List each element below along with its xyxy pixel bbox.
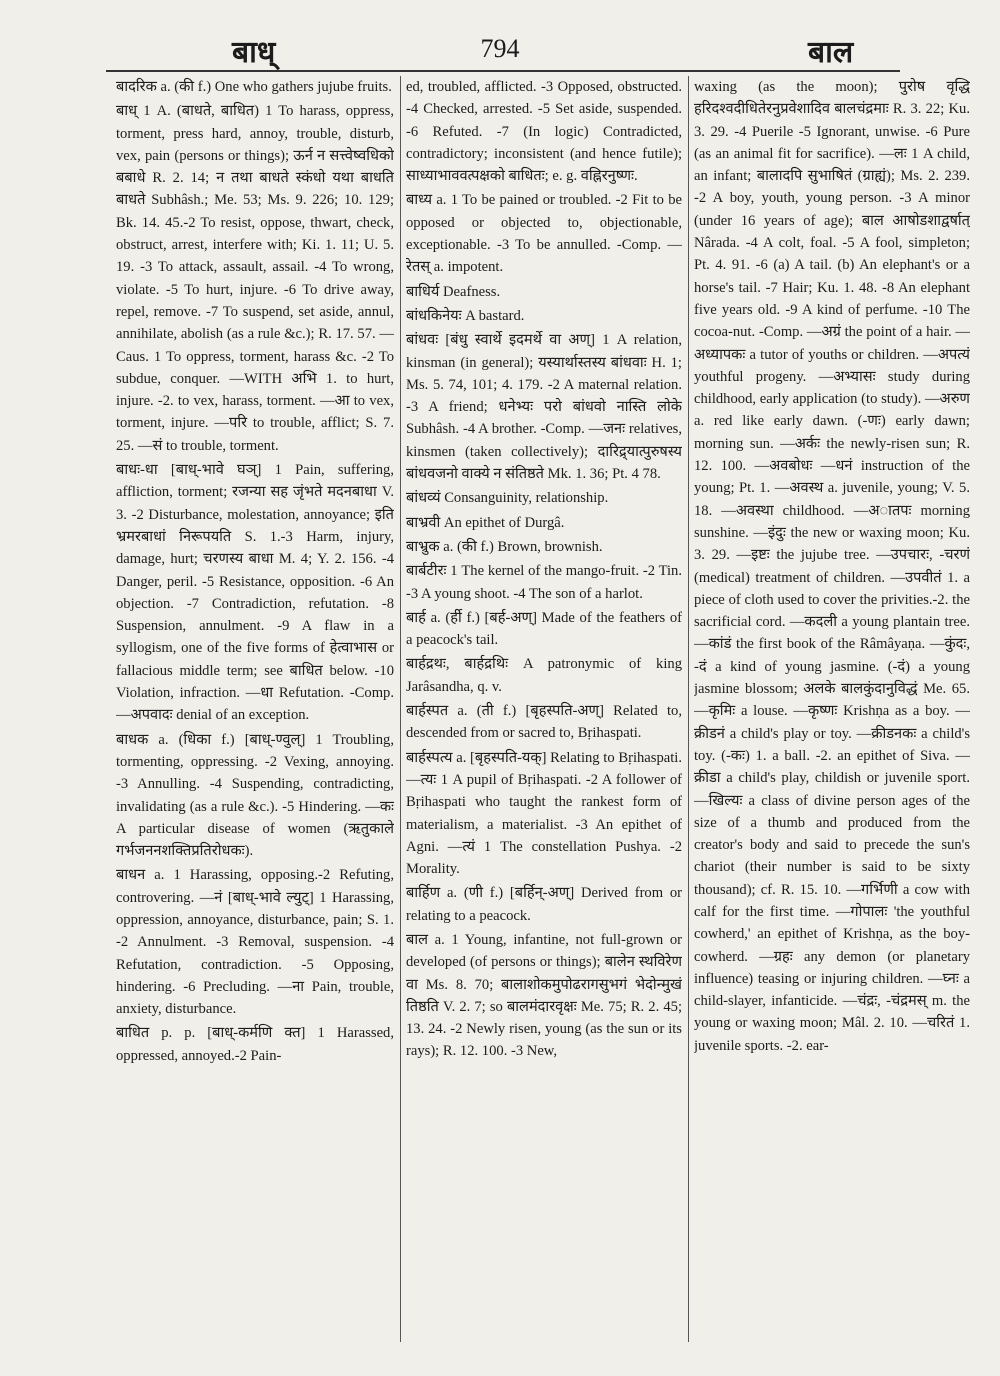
dictionary-entry: बाभ्रुक a. (की f.) Brown, brownish. (406, 538, 603, 555)
column-1 (116, 76, 394, 1342)
column-divider (400, 76, 401, 1342)
dictionary-entry: बांधव्यं Consanguinity, relationship. (406, 490, 609, 507)
dictionary-entry: बाधन a. 1 Harassing, opposing.-2 Refuting, controvering. —नं [बाध्-भावे ल्युट्] 1 Harassing, oppression, annoyance, disturbance, pain; S. 1. -2 Annulment. -3 Removal, suspension. -4 Refutation, contradiction. -5 Opposing, hindering. -6 Precluding. —ना Pain, trouble, anxiety, disturbance. (116, 867, 394, 1018)
dictionary-entry: बार्हस्पत a. (ती f.) [बृहस्पति-अण्] Related to, descended from or sacred to, Bṛihaspati. (406, 703, 682, 742)
dictionary-entry: बार्हस्पत्य a. [बृहस्पति-यक्] Relating to Bṛihaspati. —त्यः 1 A pupil of Bṛihaspati. -2 A follower of Bṛihaspati who taught the rankest form of materialism, a materialist. -3 An epithet of Agni. —त्यं 1 The constellation Pushya. -2 Morality. (406, 749, 682, 878)
dictionary-entry: बार्बटीरः 1 The kernel of the mango-fruit. -2 Tin. -3 A young shoot. -4 The son of a harlot. (406, 563, 682, 602)
header-rule (106, 70, 900, 72)
dictionary-entry: बांधवः [बंधु स्वार्थे इदमर्थे वा अण्] 1 A relation, kinsman (in general); यस्यार्थास्तस्य बांधवाः H. 1; Ms. 5. 74, 101; 4. 179. -2 A maternal relation. -3 A friend; धनेभ्यः परो बांधवो नास्ति लोके Subhâsh. -4 A brother. -Comp. —जनः relatives, kinsmen (taken collectively); दारिद्र्यात्पुरुषस्य बांधवजनो वाक्ये न संतिष्ठते Mk. 1. 36; Pt. 4 78. (406, 332, 682, 483)
dictionary-entry: बार्हद्रथः, बार्हद्रथिः A patronymic of king Jarâsandha, q. v. (406, 656, 682, 695)
column-3 (694, 76, 970, 1342)
right-running-headword: बाल (808, 35, 854, 70)
dictionary-entry: बाधः-धा [बाध्-भावे घञ्] 1 Pain, suffering, affliction, torment; रजन्या सह जृंभते मदनबाधा V. 3. -2 Disturbance, molestation, annoyance; इति भ्रमरबाधां निरूपयति S. 1.-3 Harm, injury, damage, hurt; चरणस्य बाधा M. 4; Y. 2. 156. -4 Danger, peril. -5 Resistance, opposition. -6 An objection. -7 Contradiction, refutation. -8 Suspension, annulment. -9 A flaw in a syllogism, one of the five forms of हेत्वाभास or fallacious middle term; see बाधित below. -10 Violation, infraction. —धा Refutation. -Comp. —अपवादः denial of an exception. (116, 462, 394, 724)
dictionary-entry: बाध् 1 A. (बाधते, बाधित) 1 To harass, oppress, torment, press hard, annoy, trouble, disturb, vex, pain (persons or things); ऊर्न न सत्त्वेष्वधिको बबाधे R. 2. 14; न तथा बाधते स्कंधो यथा बाधति बाधते Subhâsh.; Me. 53; Ms. 9. 226; 10. 129; Bk. 14. 45.-2 To resist, oppose, thwart, check, obstruct, arrest, interfere with; Ki. 1. 11; U. 5. 19. -3 To attack, assault, assail. -4 To wrong, violate. -5 To hurt, injure. -6 To drive away, repel, remove. -7 To suspend, set aside, annul, annihilate, abolish (as a rule &c.); R. 17. 57. —Caus. 1 To oppress, torment, harass &c. -2 To subdue, conquer. —WITH अभि 1. to hurt, injure. -2. to vex, harass, torment. —आ to vex, torment, injure. —परि to trouble, afflict; S. 7. 25. —सं to trouble, torment. (116, 103, 394, 454)
dictionary-entry: बांधकिनेयः A bastard. (406, 307, 525, 324)
dictionary-entry: ed, troubled, afflicted. -3 Opposed, obstructed. -4 Checked, arrested. -5 Set aside, suspended. -6 Refuted. -7 (In logic) Contradicted, contradictory; inconsistent (and hence futile); साध्याभाववत्पक्षको बाधितः; e. g. वह्निरनुष्णः. (406, 79, 682, 185)
dictionary-entry: बाधक a. (धिका f.) [बाध्-ण्वुल्] 1 Troubling, tormenting, oppressing. -2 Vexing, annoying. -3 Annulling. -4 Suspending, contradicting, invalidating (as a rule &c.). -5 Hindering. —कः A particular disease of women (ऋतुकाले गर्भजननशक्तिप्रतिरोधकः). (116, 731, 394, 860)
column-divider (688, 76, 689, 1342)
dictionary-entry: बाधिर्य Deafness. (406, 283, 501, 300)
left-running-headword: बाध् (232, 35, 276, 70)
dictionary-entry: बार्ह a. (र्ही f.) [बर्ह-अण्] Made of the feathers of a peacock's tail. (406, 609, 682, 649)
dictionary-entry: बाल a. 1 Young, infantine, not full-grown or developed (of persons or things); बालेन स्थविरेण वा Ms. 8. 70; बालाशोकमुपोढरागसुभगं भेदोन्मुखं तिष्ठति V. 2. 7; so बालमंदारवृक्षः Me. 75; R. 2. 45; 13. 24. -2 Newly risen, young (as the sun or its rays); R. 12. 100. -3 New, (406, 931, 682, 1060)
dictionary-entry: बाधित p. p. [बाध्-कर्मणि क्त] 1 Harassed, oppressed, annoyed.-2 Pain- (116, 1025, 394, 1064)
page-number: 794 (480, 34, 520, 63)
dictionary-entry: बादरिक a. (की f.) One who gathers jujube fruits. (116, 79, 392, 95)
column-2 (406, 76, 682, 1342)
page-header (0, 26, 1000, 76)
dictionary-entry: बाभ्रवी An epithet of Durgâ. (406, 514, 565, 531)
dictionary-entry: बार्हिण a. (णी f.) [बर्हिन्-अण्] Derived from or relating to a peacock. (406, 885, 682, 924)
dictionary-entry: बाध्य a. 1 To be pained or troubled. -2 Fit to be opposed or objected to, objectionable, exceptionable. -3 To be annulled. -Comp. —रेतस् a. impotent. (406, 192, 682, 276)
dictionary-entry: waxing (as the moon); पुरोष वृद्धि हरिदश्वदीधितेरनुप्रवेशादिव बालचंद्रमाः R. 3. 22; Ku. 3. 29. -4 Puerile -5 Ignorant, unwise. -6 Pure (as an animal fit for sacrifice). —लः 1 A child, an infant; बालादपि सुभाषितं (ग्राह्यं); Ms. 2. 239. -2 A boy, youth, young person. -3 A minor (under 16 years of age); बाल आषोडशाद्वर्षात् Nârada. -4 A colt, foal. -5 A fool, simpleton; Pt. 4. 91. -6 (a) A tail. (b) An elephant's or a horse's tail. -7 Hair; Ku. 1. 48. -8 An elephant five years old. -9 A kind of perfume. -10 The cocoa-nut. -Comp. —अग्रं the point of a hair. —अध्यापकः a tutor of youths or children. —अपत्यं youthful progeny. —अभ्यासः study during childhood, early application (to study). —अरुण a. red like early dawn. (-णः) early dawn; morning sun. —अर्कः the newly-risen sun; R. 12. 100. —अवबोधः —धनं instruction of the young; Pt. 1. —अवस्थ a. juvenile, young; V. 5. 18. —अवस्था childhood. —अातपः morning sunshine. —इंदुः the new or waxing moon; Ku. 3. 29. —इष्टः the jujube tree. —उपचारः, -चरणं (medical) treatment of children. —उपवीतं 1. a piece of cloth used to cover the privities.-2. the sacrificial cord. —कदली a young plantain tree. —कांडं the first book of the Râmâyaṇa. —कुंदः, -दं a kind of young jasmine. (-दं) a young jasmine blossom; अलके बालकुंदानुविद्धं Me. 65. —कृमिः a louse. —कृष्णः Krishṇa as a boy. —क्रीडनं a child's play or toy. —क्रीडनकः a child's toy. (-कः) 1. a ball. -2. an epithet of Siva. —क्रीडा a child's play, childish or juvenile sport. —खिल्यः a class of divine person ages of the size of a thumb and produced from the creator's body and said to precede the sun's chariot (their number is said to be sixty thousand); cf. R. 15. 10. —गर्भिणी a cow with calf for the first time. —गोपालः 'the youthful cowherd,' an epithet of Krishṇa, as the boy-cowherd. —ग्रहः any demon (or planetary influence) teasing or injuring children. —घ्नः a child-slayer, infanticide. —चंद्रः, -चंद्रमस् m. the young or waxing moon; Mâl. 2. 10. —चरितं 1. juvenile sports. -2. ear- (694, 79, 970, 1054)
